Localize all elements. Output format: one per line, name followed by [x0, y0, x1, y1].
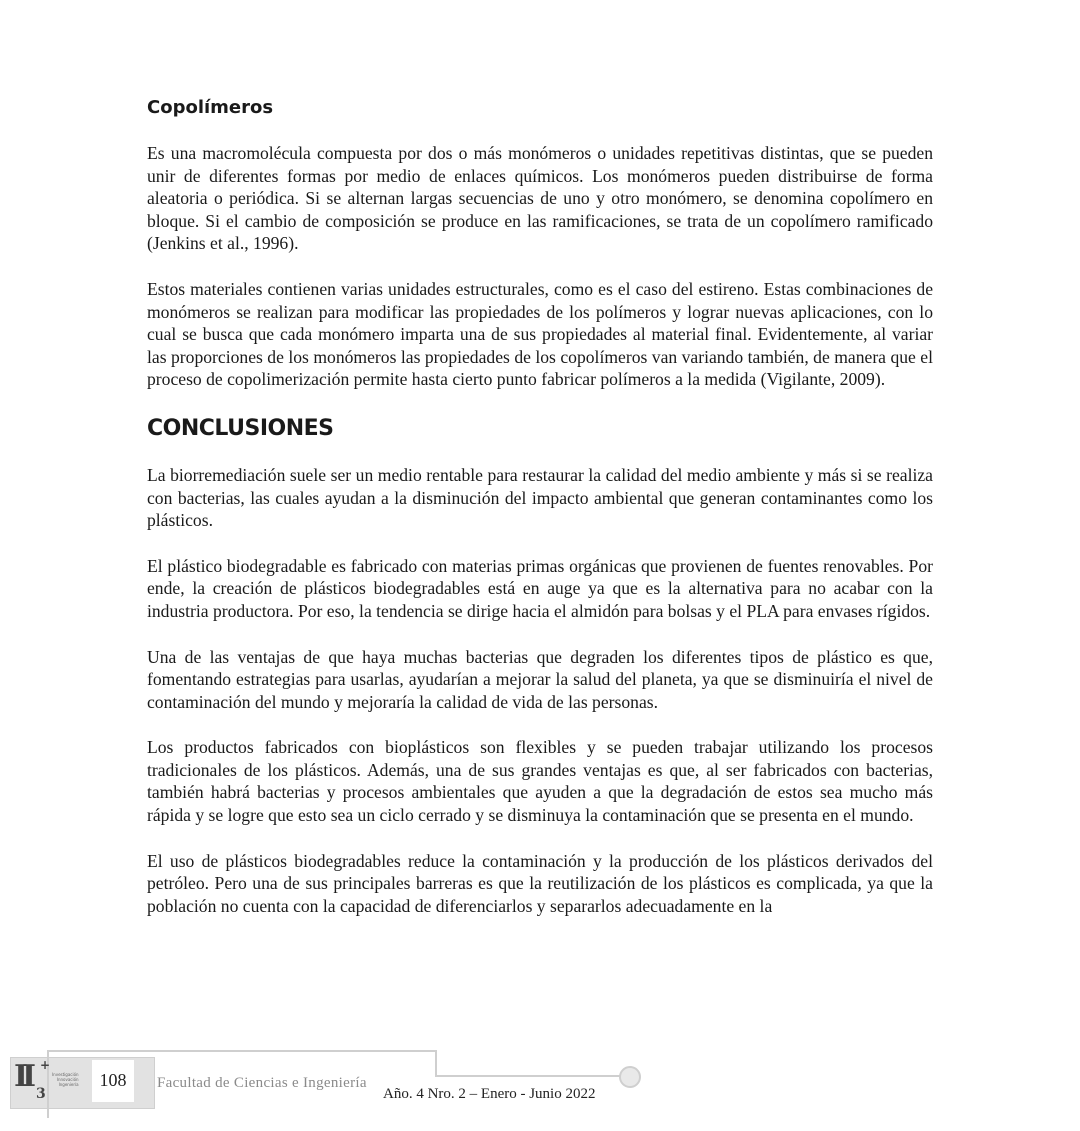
paragraph: El uso de plásticos biodegradables reduce la contaminación y la producción de los plásticos derivados del petróleo. Pero una de sus principales barreras es que la reutilización de los plásticos es complicada, ya que la población no cuenta con la capacidad de diferenciarlos y separarlos adecuadamente en la	[147, 850, 933, 916]
footer-circle-decoration	[619, 1066, 641, 1088]
paragraph: Una de las ventajas de que haya muchas bacterias que degraden los diferentes tipos de plástico es que, fomentando estrategias para usarlas, ayudarían a mejorar la salud del planeta, ya que se disminuiría el nivel de contaminación del mundo y mejoraría la calidad de vida de las personas.	[147, 646, 933, 712]
logo-three: 3	[36, 1086, 46, 1102]
logo-plus: +	[40, 1058, 51, 1072]
footer-divider	[47, 1050, 437, 1052]
page-content	[147, 96, 933, 940]
conclusions-heading: CONCLUSIONES	[147, 415, 334, 441]
logo-mark: II	[14, 1059, 31, 1094]
paragraph: Es una macromolécula compuesta por dos o más monómeros o unidades repetitivas distintas, que se pueden unir de diferentes formas por medio de enlaces químicos. Los monómeros pueden distribuirse de forma aleatoria o periódica. Si se alternan largas secuencias de uno y otro monómero, se denomina copolímero en bloque. Si el cambio de composición se produce en las ramificaciones, se trata de un copolímero ramificado (Jenkins et al., 1996).	[147, 143, 933, 254]
page-footer	[0, 1040, 1080, 1131]
logo-tagline: Investigación Innovación Ingeniería	[52, 1072, 79, 1087]
section-subheading: Copolímeros	[147, 97, 274, 118]
page-number: 108	[99, 1070, 127, 1090]
faculty-name: Facultad de Ciencias e Ingeniería	[157, 1075, 367, 1091]
paragraph: La biorremediación suele ser un medio rentable para restaurar la calidad del medio ambiente y más si se realiza con bacterias, las cuales ayudan a la disminución del impacto ambiental que generan contaminantes como los plásticos.	[147, 464, 933, 531]
paragraph: Los productos fabricados con bioplásticos son flexibles y se pueden trabajar utilizando los procesos tradicionales de los plásticos. Además, una de sus grandes ventajas es que, al ser fabricados con bacterias, también habrá bacterias y procesos ambientales que ayuden a que la degradación de estos sea mucho más rápida y se logre que esto sea un ciclo cerrado y se disminuya la contaminación que se presenta en el mundo.	[147, 737, 933, 826]
issue-info: Año. 4 Nro. 2 – Enero - Junio 2022	[383, 1086, 596, 1102]
footer-divider	[435, 1075, 620, 1077]
paragraph: El plástico biodegradable es fabricado con materias primas orgánicas que provienen de fuentes renovables. Por ende, la creación de plásticos biodegradables está en auge ya que es la alternativa para no acabar con la industria productora. Por eso, la tendencia se dirige hacia el almidón para bolsas y el PLA para envases rígidos.	[147, 555, 933, 621]
paragraph: Estos materiales contienen varias unidades estructurales, como es el caso del estireno. Estas combinaciones de monómeros se realizan para modificar las propiedades de los polímeros y lograr nuevas aplicaciones, con lo cual se busca que cada monómero imparta una de sus propiedades al material final. Evidentemente, al variar las proporciones de los monómeros las propiedades de los copolímeros van variando también, de manera que el proceso de copolimerización permite hasta cierto punto fabricar polímeros a la medida (Vigilante, 2009).	[147, 278, 933, 390]
journal-logo	[14, 1058, 88, 1102]
footer-divider	[435, 1050, 437, 1076]
